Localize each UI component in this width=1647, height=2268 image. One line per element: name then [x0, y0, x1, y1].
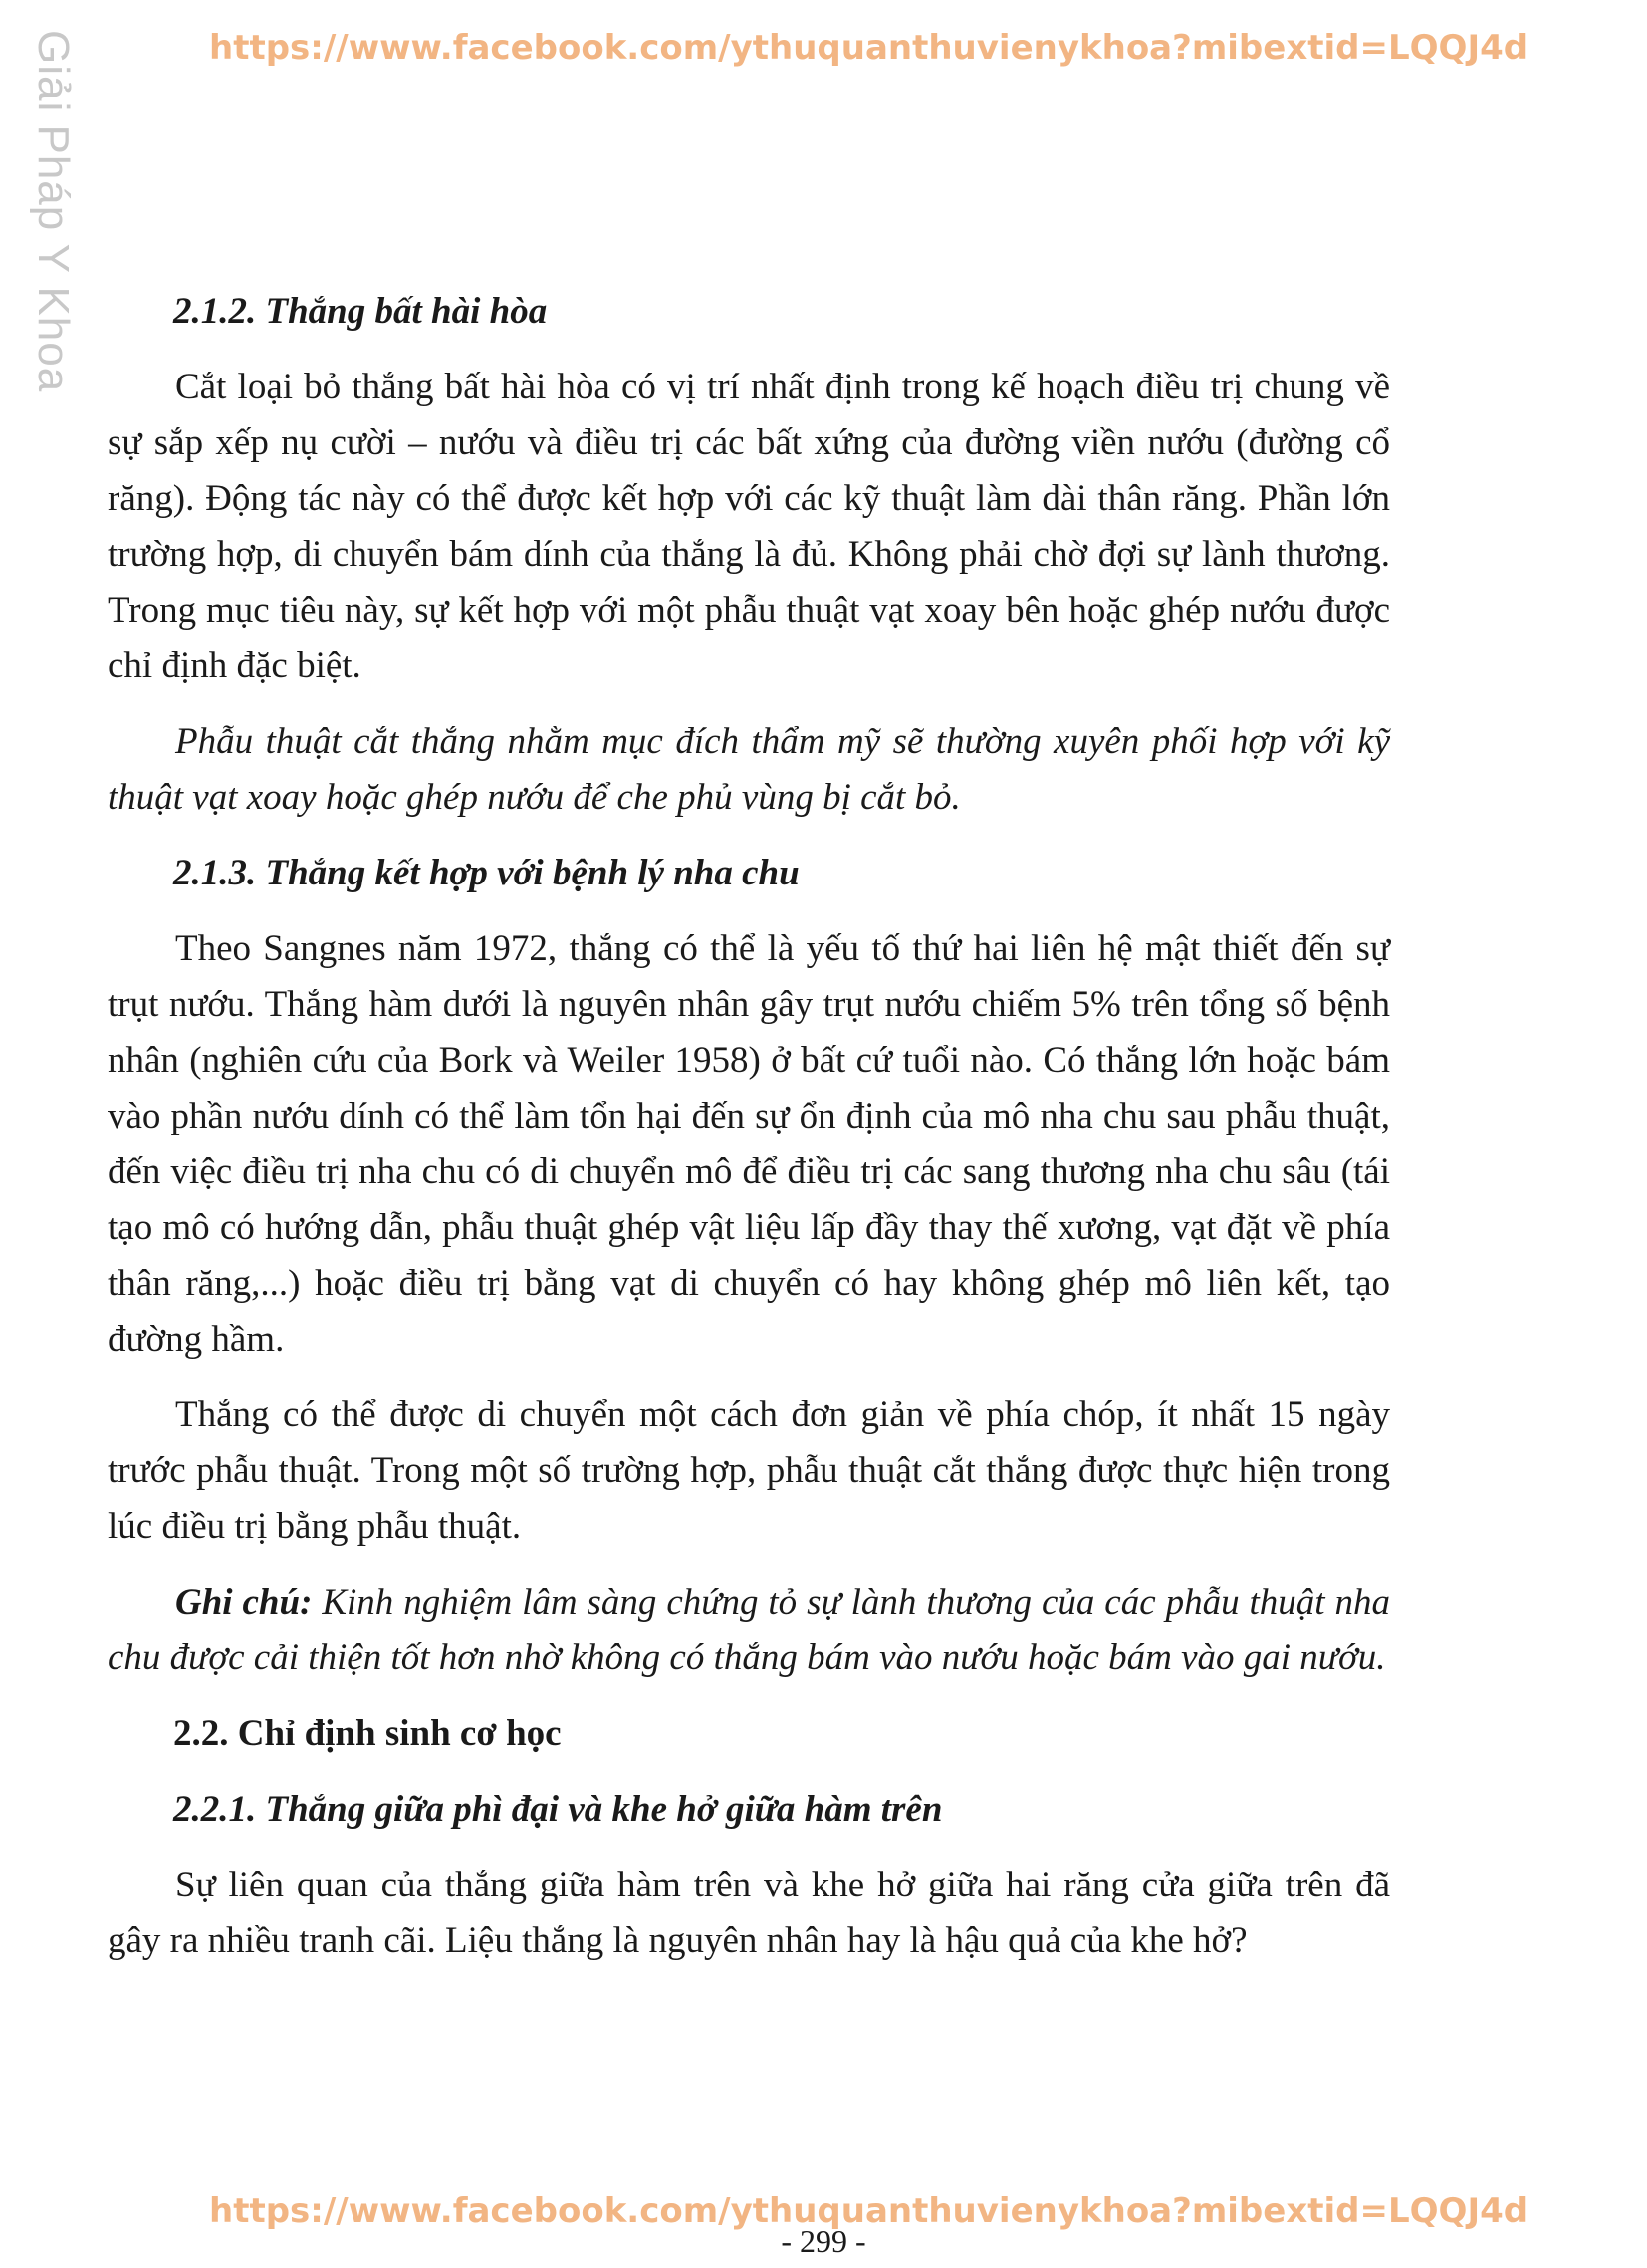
- top-url-link[interactable]: https://www.facebook.com/ythuquanthuvienykhoa?mibextid=LQQJ4d: [209, 28, 1529, 68]
- bottom-url-link[interactable]: https://www.facebook.com/ythuquanthuvienykhoa?mibextid=LQQJ4d: [209, 2191, 1529, 2231]
- paragraph-2-1-2-1: Cắt loại bỏ thắng bất hài hòa có vị trí nhất định trong kế hoạch điều trị chung về sự sắp xếp nụ cười – nướu và điều trị các bất xứng của đường viền nướu (đường cổ răng). Động tác này có thể được kết hợp với các kỹ thuật làm dài thân răng. Phần lớn trường hợp, di chuyển bám dính của thắng là đủ. Không phải chờ đợi sự lành thương. Trong mục tiêu này, sự kết hợp với một phẫu thuật vạt xoay bên hoặc ghép nướu được chỉ định đặc biệt.: [108, 367, 1390, 686]
- paragraph-2-2-1-1: Sự liên quan của thắng giữa hàm trên và khe hở giữa hai răng cửa giữa trên đã gây ra nhiều tranh cãi. Liệu thắng là nguyên nhân hay là hậu quả của khe hở?: [108, 1865, 1390, 1961]
- heading-2-2: 2.2. Chỉ định sinh cơ học: [173, 1713, 562, 1754]
- heading-2-1-3: 2.1.3. Thắng kết hợp với bệnh lý nha chu: [173, 853, 800, 893]
- heading-2-1-2: 2.1.2. Thắng bất hài hòa: [173, 291, 548, 332]
- note-paragraph: [108, 1575, 1390, 1686]
- note-text: Kinh nghiệm lâm sàng chứng tỏ sự lành thương của các phẫu thuật nha chu được cải thiện tốt hơn nhờ không có thắng bám vào nướu hoặc bám vào gai nướu.: [108, 1582, 1390, 1678]
- heading-2-2-1: 2.2.1. Thắng giữa phì đại và khe hở giữa hàm trên: [173, 1789, 943, 1830]
- paragraph-2-1-3-1: Theo Sangnes năm 1972, thắng có thể là yếu tố thứ hai liên hệ mật thiết đến sự trụt nướu. Thắng hàm dưới là nguyên nhân gây trụt nướu chiếm 5% trên tổng số bệnh nhân (nghiên cứu của Bork và Weiler 1958) ở bất cứ tuổi nào. Có thắng lớn hoặc bám vào phần nướu dính có thể làm tổn hại đến sự ổn định của mô nha chu sau phẫu thuật, đến việc điều trị nha chu có di chuyển mô để điều trị các sang thương nha chu sâu (tái tạo mô có hướng dẫn, phẫu thuật ghép vật liệu lấp đầy thay thế xương, vạt đặt về phía thân răng,...) hoặc điều trị bằng vạt di chuyển có hay không ghép mô liên kết, tạo đường hầm.: [108, 928, 1390, 1360]
- note-label: Ghi chú:: [175, 1582, 313, 1623]
- document-body: [108, 284, 1390, 1989]
- page-number: - 299 -: [781, 2223, 866, 2259]
- paragraph-2-1-3-2: Thắng có thể được di chuyển một cách đơn giản về phía chóp, ít nhất 15 ngày trước phẫu thuật. Trong một số trường hợp, phẫu thuật cắt thắng được thực hiện trong lúc điều trị bằng phẫu thuật.: [108, 1394, 1390, 1547]
- side-watermark: Giải Pháp Y Khoa: [29, 30, 78, 393]
- paragraph-2-1-2-2: Phẫu thuật cắt thắng nhằm mục đích thẩm mỹ sẽ thường xuyên phối hợp với kỹ thuật vạt xoay hoặc ghép nướu để che phủ vùng bị cắt bỏ.: [108, 721, 1390, 818]
